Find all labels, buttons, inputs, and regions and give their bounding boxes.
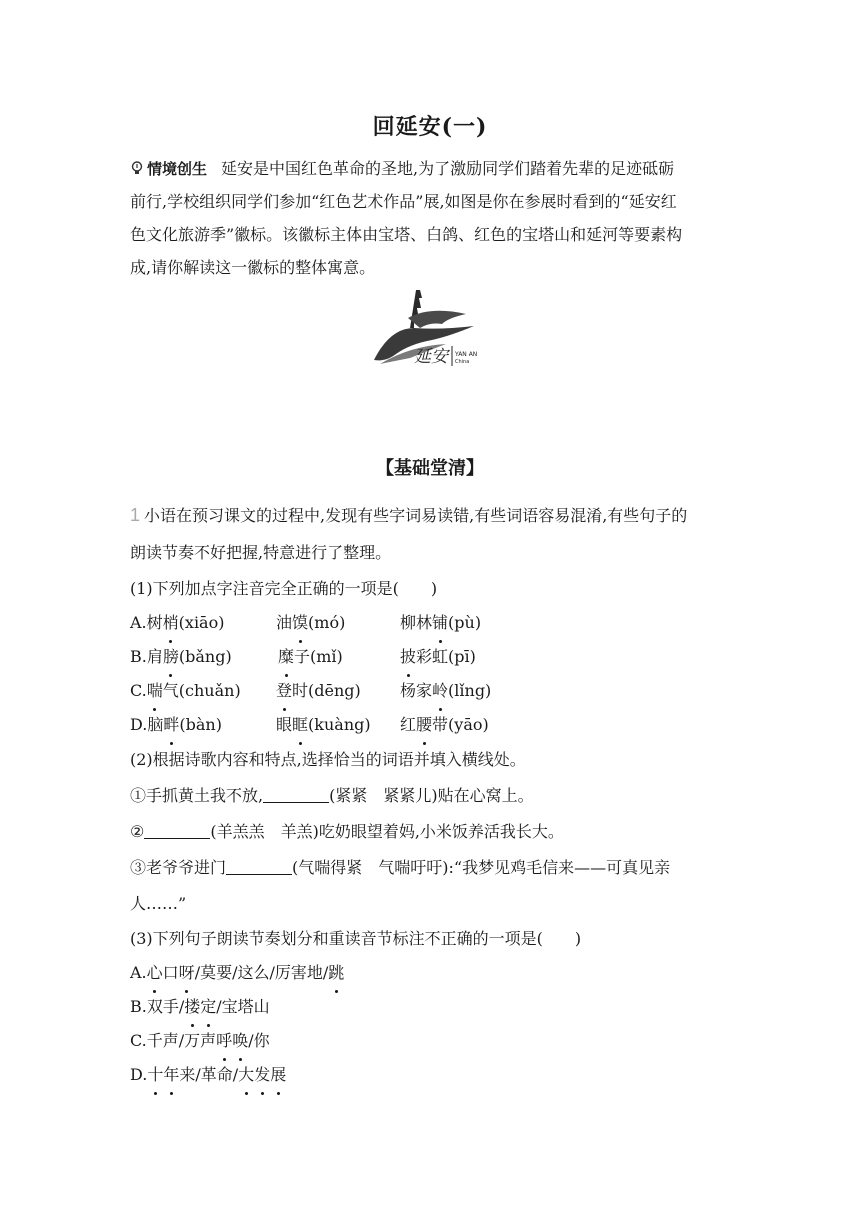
lightbulb-icon (130, 161, 144, 175)
dotted-char: 腰 (416, 708, 432, 742)
stressed-char: 发 (254, 1058, 270, 1092)
stressed-char: 跳 (328, 956, 344, 990)
part1-option-b (130, 640, 740, 674)
part1-option-d (130, 708, 740, 742)
question-number: 1 (130, 505, 141, 525)
option-label: B. (130, 997, 147, 1016)
dotted-char: 畔 (163, 708, 179, 742)
option-label: B. (130, 647, 147, 666)
fill-line-3: ③老爷爷进门 (气喘得紧 气喘吁吁):“我梦见鸡毛信来——可真见亲 (130, 858, 671, 877)
stressed-char: 展 (270, 1058, 286, 1092)
option-item: 登时(dēng) (276, 674, 361, 708)
intro-paragraph (130, 152, 735, 284)
stressed-char: 定 (200, 990, 216, 1024)
part1-option-a (130, 606, 740, 640)
part3-option-b: B.双手/搂定/宝塔山 (130, 990, 740, 1024)
option-item: 眼眶(kuàng) (276, 708, 371, 742)
stressed-char: 年 (163, 1058, 179, 1092)
page-title: 回延安(一) (372, 114, 488, 140)
part3-option-d: D.十年来/革命/大发展 (130, 1058, 740, 1092)
logo-en-title: YAN AN (455, 351, 478, 358)
option-item: 披彩虹(pī) (400, 640, 476, 674)
logo-calligraphy: 延安 (414, 347, 448, 367)
context-badge: 情境创生 (130, 153, 207, 186)
option-item: D.脑畔(bàn) (130, 708, 222, 742)
fill-line-2: ② (羊羔羔 羊羔)吃奶眼望着妈,小米饭养活我长大。 (130, 822, 564, 841)
part2-stem: (2)根据诗歌内容和特点,选择恰当的词语并填入横线处。 (130, 750, 526, 769)
section-title: 【基础堂清】 (376, 458, 484, 479)
option-label: C. (130, 681, 147, 700)
intro-line-1: 延安是中国红色革命的圣地,为了激励同学们踏着先辈的足迹砥砺 (221, 159, 675, 178)
dotted-char: 膀 (163, 640, 179, 674)
answer-blank-3[interactable] (226, 858, 292, 875)
part1-options (130, 606, 740, 742)
question-stem: 1 小语在预习课文的过程中,发现有些字词易读错,有些词语容易混淆,有些句子的 (130, 496, 740, 534)
dotted-char: 登 (276, 674, 292, 708)
stressed-char: 唤 (232, 1024, 248, 1058)
option-label: C. (130, 1031, 147, 1050)
stressed-char: 十 (147, 1058, 163, 1092)
intro-line-4: 成,请你解读这一徽标的整体寓意。 (130, 258, 376, 277)
part3-option-a: A.心口呀/莫要/这么/厉害地/跳 (130, 956, 740, 990)
option-item: 油馍(mó) (276, 606, 345, 640)
option-item: 红腰带(yāo) (400, 708, 489, 742)
option-item: 糜子(mǐ) (278, 640, 343, 674)
answer-blank-1[interactable] (263, 786, 329, 803)
option-item: 柳林铺(pù) (400, 606, 481, 640)
answer-blank-2[interactable] (144, 822, 210, 839)
option-label: D. (130, 1065, 148, 1084)
stressed-char: 搂 (184, 990, 200, 1024)
intro-line-3: 色文化旅游季”徽标。该徽标主体由宝塔、白鸽、红色的宝塔山和延河等要素构 (130, 225, 683, 244)
logo-en-sub: China (455, 359, 470, 365)
option-item: A.树梢(xiāo) (130, 606, 224, 640)
question-1 (130, 496, 740, 1092)
part3-stem: (3)下列句子朗读节奏划分和重读音节标注不正确的一项是( ) (130, 929, 582, 948)
dotted-char: 梢 (163, 606, 179, 640)
part3-option-c: C.千声/万声呼唤/你 (130, 1024, 740, 1058)
dotted-char: 披 (400, 640, 416, 674)
fill-line-3-cont: 人……” (130, 894, 187, 913)
stressed-char: 大 (238, 1058, 254, 1092)
dotted-char: 糜 (278, 640, 294, 674)
option-item: C.喘气(chuǎn) (130, 674, 241, 708)
option-item: 杨家岭(lǐng) (400, 674, 491, 708)
stressed-char: 呼 (216, 1024, 232, 1058)
dotted-char: 眶 (292, 708, 308, 742)
part1-option-c (130, 674, 740, 708)
dotted-char: 喘 (147, 674, 163, 708)
dotted-char: 铺 (432, 606, 448, 640)
fill-line-1: ①手抓黄土我不放, (紧紧 紧紧儿)贴在心窝上。 (130, 786, 534, 805)
yanan-tourism-logo (370, 288, 490, 374)
dotted-char: 馍 (292, 606, 308, 640)
dotted-char: 岭 (432, 674, 448, 708)
stressed-char: 呀 (179, 956, 195, 990)
part3-options (130, 956, 740, 1092)
stressed-char: 心 (147, 956, 163, 990)
question-stem-line2: 朗读节奏不好把握,特意进行了整理。 (130, 543, 392, 562)
part1-stem: (1)下列加点字注音完全正确的一项是( ) (130, 579, 438, 598)
option-label: A. (130, 963, 147, 982)
option-label: A. (130, 613, 147, 632)
intro-line-2: 前行,学校组织同学们参加“红色艺术作品”展,如图是你在参展时看到的“延安红 (130, 192, 677, 211)
option-item: B.肩膀(bǎng) (130, 640, 232, 674)
option-label: D. (130, 715, 148, 734)
